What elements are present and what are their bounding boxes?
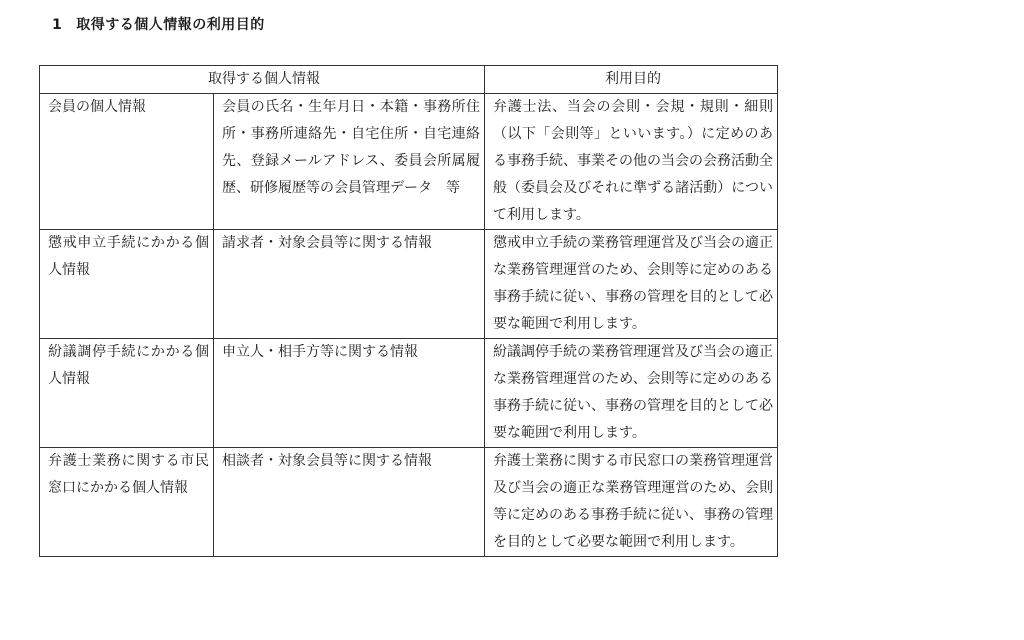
table-row xyxy=(40,230,778,339)
table-header-row xyxy=(40,66,778,94)
row-category: 懲戒申立手続にかかる個人情報 xyxy=(40,230,214,339)
row-purpose: 懲戒申立手続の業務管理運営及び当会の適正な業務管理運営のため、会則等に定めのある事務手続に従い、事務の管理を目的として必要な範囲で利用します。 xyxy=(485,230,778,339)
row-category: 会員の個人情報 xyxy=(40,94,214,230)
row-details: 会員の氏名・生年月日・本籍・事務所住所・事務所連絡先・自宅住所・自宅連絡先、登録メールアドレス、委員会所属履歴、研修履歴等の会員管理データ 等 xyxy=(214,94,485,230)
row-purpose: 紛議調停手続の業務管理運営及び当会の適正な業務管理運営のため、会則等に定めのある事務手続に従い、事務の管理を目的として必要な範囲で利用します。 xyxy=(485,339,778,448)
row-category: 弁護士業務に関する市民窓口にかかる個人情報 xyxy=(40,448,214,557)
row-purpose: 弁護士法、当会の会則・会規・規則・細則（以下「会則等」といいます。）に定めのある事務手続、事業その他の当会の会務活動全般（委員会及びそれに準ずる諸活動）について利用します。 xyxy=(485,94,778,230)
row-purpose: 弁護士業務に関する市民窓口の業務管理運営及び当会の適正な業務管理運営のため、会則等に定めのある事務手続に従い、事務の管理を目的として必要な範囲で利用します。 xyxy=(485,448,778,557)
section-heading xyxy=(52,14,265,34)
row-details: 相談者・対象会員等に関する情報 xyxy=(214,448,485,557)
purpose-table-container xyxy=(39,65,779,608)
table-row xyxy=(40,339,778,448)
purpose-table xyxy=(39,65,778,557)
row-details: 申立人・相手方等に関する情報 xyxy=(214,339,485,448)
row-category: 紛議調停手続にかかる個人情報 xyxy=(40,339,214,448)
section-title: 取得する個人情報の利用目的 xyxy=(76,17,265,33)
table-row xyxy=(40,448,778,557)
row-details: 請求者・対象会員等に関する情報 xyxy=(214,230,485,339)
header-purpose: 利用目的 xyxy=(485,66,778,94)
section-number: 1 xyxy=(52,17,63,33)
header-info: 取得する個人情報 xyxy=(40,66,485,94)
table-row xyxy=(40,94,778,230)
